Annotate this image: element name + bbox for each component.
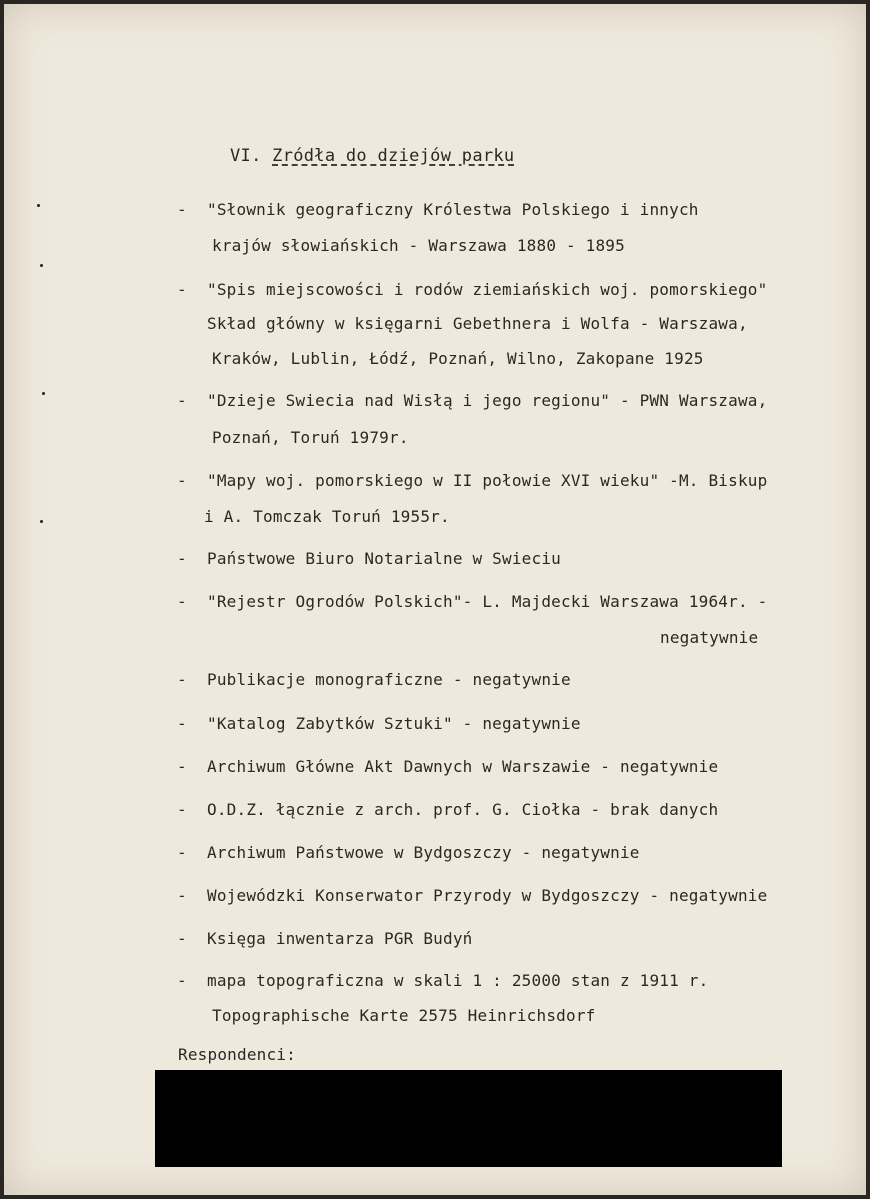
source-text-cont: i A. Tomczak Toruń 1955r. <box>204 507 450 526</box>
source-text-cont: krajów słowiańskich - Warszawa 1880 - 1895 <box>212 236 625 255</box>
source-item <box>177 549 561 568</box>
bullet-dash: - <box>177 929 187 948</box>
source-item <box>177 200 699 219</box>
redaction-bar <box>155 1070 782 1167</box>
source-item <box>177 886 767 905</box>
source-text: O.D.Z. łącznie z arch. prof. G. Ciołka - brak danych <box>207 800 719 819</box>
bullet-dash: - <box>177 670 187 689</box>
source-text: mapa topograficzna w skali 1 : 25000 stan z 1911 r. <box>207 971 709 990</box>
source-item <box>177 670 571 689</box>
page-speck <box>40 264 43 267</box>
respondents-label: Respondenci: <box>178 1045 296 1064</box>
source-text: Archiwum Główne Akt Dawnych w Warszawie - negatywnie <box>207 757 719 776</box>
bullet-dash: - <box>177 549 187 568</box>
source-text: Archiwum Państwowe w Bydgoszczy - negatywnie <box>207 843 640 862</box>
source-text: "Rejestr Ogrodów Polskich"- L. Majdecki Warszawa 1964r. - <box>207 592 768 611</box>
source-item <box>177 757 718 776</box>
bullet-dash: - <box>177 200 187 219</box>
source-text: "Słownik geograficzny Królestwa Polskiego i innych <box>207 200 699 219</box>
source-text: Publikacje monograficzne - negatywnie <box>207 670 571 689</box>
bullet-dash: - <box>177 971 187 990</box>
source-text-cont: Topographische Karte 2575 Heinrichsdorf <box>212 1006 596 1025</box>
source-text: "Dzieje Swiecia nad Wisłą i jego regionu" - PWN Warszawa, <box>207 391 768 410</box>
source-item <box>177 800 718 819</box>
source-item <box>177 391 767 410</box>
source-item <box>177 843 640 862</box>
source-item <box>177 280 767 299</box>
bullet-dash: - <box>177 714 187 733</box>
bullet-dash: - <box>177 471 187 490</box>
bullet-dash: - <box>177 843 187 862</box>
bullet-dash: - <box>177 886 187 905</box>
source-item <box>177 471 767 490</box>
source-text: Państwowe Biuro Notarialne w Swieciu <box>207 549 561 568</box>
source-text-cont: Skład główny w księgarni Gebethnera i Wolfa - Warszawa, <box>207 314 748 333</box>
page-speck <box>40 520 43 523</box>
bullet-dash: - <box>177 592 187 611</box>
bullet-dash: - <box>177 757 187 776</box>
bullet-dash: - <box>177 800 187 819</box>
page-speck <box>42 392 45 395</box>
bullet-dash: - <box>177 391 187 410</box>
section-heading: Zródła do dziejów parku <box>272 146 515 166</box>
source-text-cont: Kraków, Lublin, Łódź, Poznań, Wilno, Zakopane 1925 <box>212 349 704 368</box>
source-text: Księga inwentarza PGR Budyń <box>207 929 473 948</box>
source-item <box>177 592 767 611</box>
page-speck <box>37 204 40 207</box>
source-item <box>177 714 581 733</box>
source-text-cont: Poznań, Toruń 1979r. <box>212 428 409 447</box>
source-text: Wojewódzki Konserwator Przyrody w Bydgoszczy - negatywnie <box>207 886 768 905</box>
source-text: "Katalog Zabytków Sztuki" - negatywnie <box>207 714 581 733</box>
bullet-dash: - <box>177 280 187 299</box>
source-text-cont: negatywnie <box>660 628 759 647</box>
section-number: VI. <box>230 146 262 166</box>
source-text: "Spis miejscowości i rodów ziemiańskich woj. pomorskiego" <box>207 280 768 299</box>
source-item <box>177 971 708 990</box>
section-title <box>230 146 514 166</box>
document-page <box>4 4 866 1195</box>
source-item <box>177 929 473 948</box>
source-text: "Mapy woj. pomorskiego w II połowie XVI wieku" -M. Biskup <box>207 471 768 490</box>
